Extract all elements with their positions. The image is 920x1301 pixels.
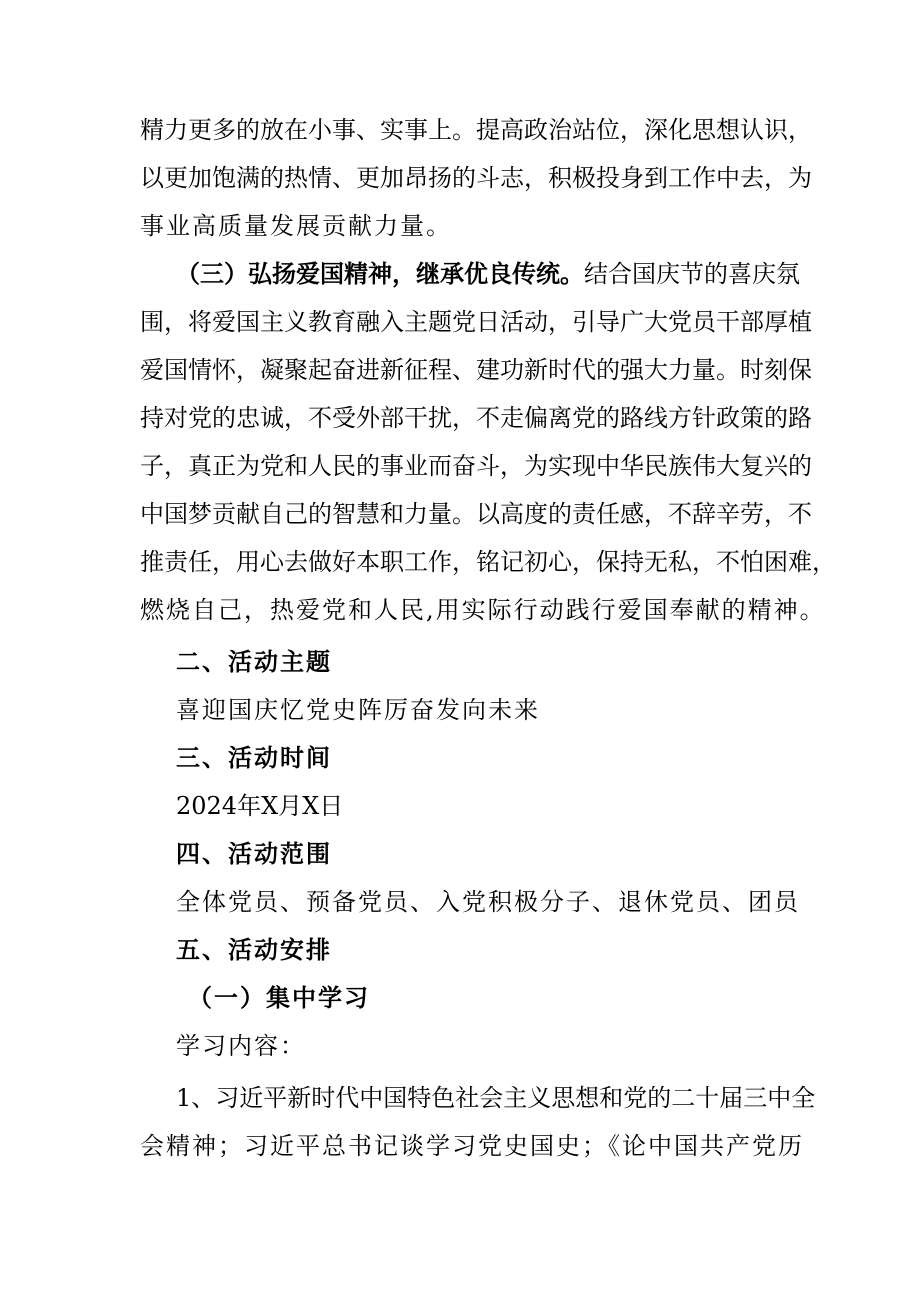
section-heading: 三、活动时间: [176, 743, 332, 772]
paragraph-text: 结合国庆节的喜庆氛: [584, 260, 800, 288]
study-label: 学习内容：: [176, 1032, 306, 1060]
section-3-heading-line: [176, 258, 800, 290]
section-3-heading: （三）弘扬爱国精神，继承优良传统。: [176, 259, 584, 288]
section-content: 全体党员、预备党员、入党积极分子、退休党员、团员: [176, 888, 800, 916]
paragraph-line: 爱国情怀，凝聚起奋进新征程、建功新时代的强大力量。时刻保: [140, 356, 812, 384]
paragraph-line: 燃烧自己，热爱党和人民,用实际行动践行爱国奉献的精神。: [140, 596, 826, 624]
paragraph-line: 推责任，用心去做好本职工作，铭记初心，保持无私，不怕困难，: [140, 548, 836, 576]
sub-heading: （一）集中学习: [188, 983, 370, 1012]
section-content: 2024年X月X日: [176, 792, 344, 820]
paragraph-line: 事业高质量发展贡献力量。: [140, 212, 452, 240]
section-heading: 二、活动主题: [176, 647, 332, 676]
section-heading: 五、活动安排: [176, 935, 332, 964]
paragraph-line: 围，将爱国主义教育融入主题党日活动，引导广大党员干部厚植: [140, 308, 812, 336]
paragraph-line: 精力更多的放在小事、实事上。提高政治站位，深化思想认识，: [140, 116, 812, 144]
section-heading: 四、活动范围: [176, 839, 332, 868]
paragraph-line: 持对党的忠诚，不受外部干扰，不走偏离党的路线方针政策的路: [140, 404, 812, 432]
paragraph-line: 会精神；习近平总书记谈学习党史国史；《论中国共产党历: [140, 1132, 804, 1160]
paragraph-line: 中国梦贡献自己的智慧和力量。以高度的责任感，不辞辛劳，不: [140, 500, 812, 528]
paragraph-line: 子，真正为党和人民的事业而奋斗，为实现中华民族伟大复兴的: [140, 452, 812, 480]
paragraph-line: 1、习近平新时代中国特色社会主义思想和党的二十届三中全: [176, 1084, 816, 1112]
section-content: 喜迎国庆忆党史阵厉奋发向未来: [176, 696, 540, 724]
paragraph-line: 以更加饱满的热情、更加昂扬的斗志，积极投身到工作中去，为: [140, 164, 812, 192]
